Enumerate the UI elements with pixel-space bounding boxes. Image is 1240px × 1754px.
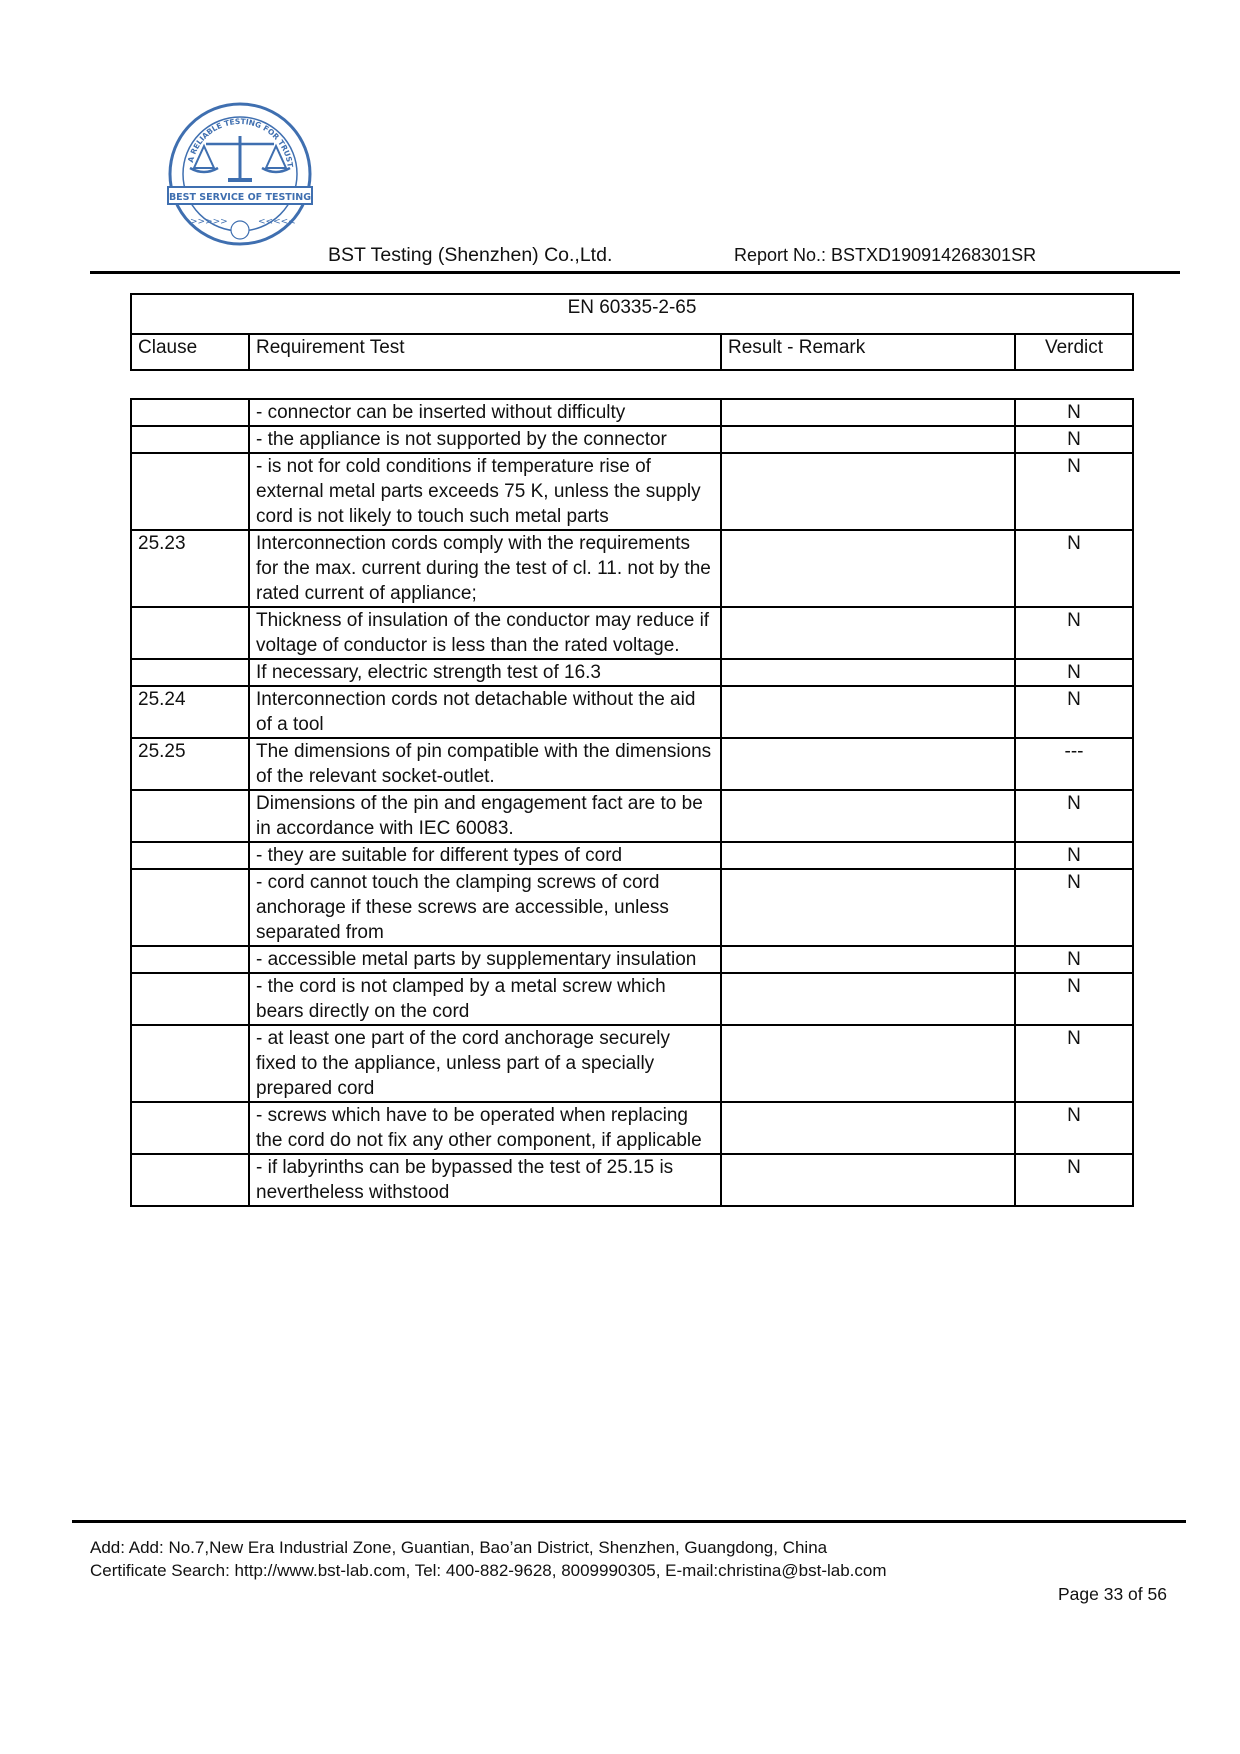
clause-cell: 25.23 [131,530,249,607]
requirement-cell: - if labyrinths can be bypassed the test of 25.15 is nevertheless withstood [249,1154,721,1206]
result-cell [721,790,1015,842]
table-row [131,659,1133,686]
result-cell [721,607,1015,659]
table-row [131,738,1133,790]
result-cell [721,530,1015,607]
verdict-cell: N [1015,686,1133,738]
result-cell [721,453,1015,530]
requirement-cell: If necessary, electric strength test of 16.3 [249,659,721,686]
requirement-cell: The dimensions of pin compatible with the dimensions of the relevant socket-outlet. [249,738,721,790]
verdict-cell: --- [1015,738,1133,790]
result-cell [721,659,1015,686]
verdict-cell: N [1015,869,1133,946]
result-cell [721,1154,1015,1206]
logo-ring-text: A RELIABLE TESTING FOR TRUST [185,116,295,168]
verdict-cell: N [1015,659,1133,686]
logo-band-text: BEST SERVICE OF TESTING [168,192,312,203]
clause-cell: 25.25 [131,738,249,790]
table-row [131,1025,1133,1102]
requirement-cell: Interconnection cords not detachable without the aid of a tool [249,686,721,738]
clause-cell [131,946,249,973]
column-header-requirement: Requirement Test [249,334,721,370]
company-name: BST Testing (Shenzhen) Co.,Ltd. [328,244,613,266]
result-cell [721,842,1015,869]
clause-cell [131,607,249,659]
footer-certificate-search: Certificate Search: http://www.bst-lab.com, Tel: 400-882-9628, 8009990305, E-mail:christina@bst-lab.com [90,1561,887,1580]
result-cell [721,946,1015,973]
result-cell [721,1102,1015,1154]
requirement-cell: - connector can be inserted without difficulty [249,399,721,426]
table-row [131,869,1133,946]
clause-cell [131,659,249,686]
table-row [131,842,1133,869]
verdict-cell: N [1015,399,1133,426]
footer-divider [72,1520,1186,1523]
result-cell [721,973,1015,1025]
bst-logo-seal [166,102,314,258]
requirement-cell: - at least one part of the cord anchorage securely fixed to the appliance, unless part of a specially prepared cord [249,1025,721,1102]
table-row [131,399,1133,426]
requirement-cell: - accessible metal parts by supplementary insulation [249,946,721,973]
verdict-cell: N [1015,426,1133,453]
svg-text:<<<<<: <<<<< [258,217,296,227]
column-header-result: Result - Remark [721,334,1015,370]
clause-cell [131,1154,249,1206]
svg-text:>>>>>: >>>>> [190,217,228,227]
result-cell [721,1025,1015,1102]
clause-cell [131,973,249,1025]
verdict-cell: N [1015,1102,1133,1154]
report-number: Report No.: BSTXD190914268301SR [734,245,1037,265]
table-row [131,946,1133,973]
result-cell [721,869,1015,946]
standard-header-table [130,293,1134,371]
requirement-cell: Interconnection cords comply with the requirements for the max. current during the test of cl. 11. not by the rated current of appliance; [249,530,721,607]
verdict-cell: N [1015,530,1133,607]
result-cell [721,738,1015,790]
table-row [131,1102,1133,1154]
result-cell [721,686,1015,738]
requirement-cell: - screws which have to be operated when replacing the cord do not fix any other component, if applicable [249,1102,721,1154]
requirement-cell: - they are suitable for different types of cord [249,842,721,869]
table-row [131,1154,1133,1206]
requirement-cell: - the cord is not clamped by a metal screw which bears directly on the cord [249,973,721,1025]
header-divider [90,271,1180,274]
table-row [131,530,1133,607]
column-header-verdict: Verdict [1015,334,1133,370]
footer-address: Add: Add: No.7,New Era Industrial Zone, Guantian, Bao’an District, Shenzhen, Guangdong, China [90,1538,828,1557]
column-header-clause: Clause [131,334,249,370]
table-row [131,790,1133,842]
clause-cell [131,426,249,453]
clause-cell [131,453,249,530]
verdict-cell: N [1015,790,1133,842]
verdict-cell: N [1015,973,1133,1025]
verdict-cell: N [1015,1025,1133,1102]
verdict-cell: N [1015,1154,1133,1206]
clause-cell [131,1025,249,1102]
clause-cell [131,1102,249,1154]
clause-cell [131,869,249,946]
table-row [131,453,1133,530]
requirements-table [130,398,1134,1207]
result-cell [721,426,1015,453]
verdict-cell: N [1015,946,1133,973]
verdict-cell: N [1015,453,1133,530]
standard-title: EN 60335-2-65 [131,294,1133,334]
clause-cell: 25.24 [131,686,249,738]
verdict-cell: N [1015,607,1133,659]
table-row [131,426,1133,453]
verdict-cell: N [1015,842,1133,869]
requirement-cell: Thickness of insulation of the conductor may reduce if voltage of conductor is less than the rated voltage. [249,607,721,659]
clause-cell [131,790,249,842]
requirement-cell: - is not for cold conditions if temperature rise of external metal parts exceeds 75 K, unless the supply cord is not likely to touch such metal parts [249,453,721,530]
clause-cell [131,399,249,426]
table-row [131,686,1133,738]
table-row [131,607,1133,659]
requirement-cell: - the appliance is not supported by the connector [249,426,721,453]
page-number: Page 33 of 56 [1058,1584,1167,1604]
table-row [131,973,1133,1025]
requirement-cell: - cord cannot touch the clamping screws of cord anchorage if these screws are accessible, unless separated from [249,869,721,946]
requirement-cell: Dimensions of the pin and engagement fact are to be in accordance with IEC 60083. [249,790,721,842]
result-cell [721,399,1015,426]
clause-cell [131,842,249,869]
